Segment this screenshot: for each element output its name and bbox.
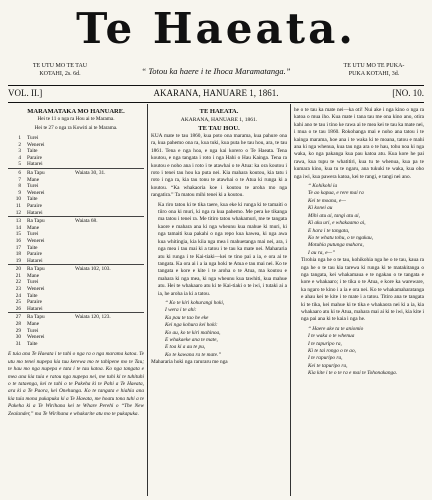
article-paragraph: Ka riro tatou ki te tika taere, kua eke ki runga ki te tamaiti o tiiro ona ki muri, ki nga ra kua pahemo. Me pera ke tikanga ma tatou i tenei ra. Me titiro tatou whakamuri, me te tangata kaore e mahara ana ki nga wheunu kua mahue ki muri, ki nga tamaiti kua pakahi o nga repo kua kawea, ki nga awa kua whitingia, kia kiia nga mea i mahuetanga mai nei, ara, i nga mea i tau mai ki a tatou i te tau ka mate nei. Mahararia atu ki runga i te Kai-tiaki—kei te tino pai a ia, e ora ai te tangata. Ka ora ai i a ia nga hoki te Atua e tau mai nei. Ko te tangata e kore e kite i te aroha o te Atua, ma koutou e mahara ki nga mea, ki nga wheunu kua tawhiti, kua mahue atu. Hei te whakaaro atu ki te Kai-tiaki o te iwi, i tutaki ai a ia, he aroha ia ki a tatou. <box>158 201 287 297</box>
dateline <box>8 88 424 102</box>
day-name: Taite <box>27 340 38 347</box>
hymn-note <box>74 273 144 280</box>
day-number: 4 <box>18 154 21 161</box>
day-name: Wenerei <box>27 334 45 341</box>
calendar-row <box>8 225 144 232</box>
day-name: Wenerei <box>27 286 45 293</box>
calendar-table <box>8 135 144 347</box>
hymn-note <box>74 135 144 142</box>
day-name: Mane <box>27 176 40 183</box>
day-number: 9 <box>18 189 21 196</box>
day-number: 8 <box>18 183 21 190</box>
hymn-note <box>74 251 144 258</box>
calendar-row <box>8 273 144 280</box>
verse-line: E toa ki a au te pu, <box>165 344 206 351</box>
hymn-note: Waiata 30, 31. <box>74 168 144 176</box>
calendar-row <box>8 155 144 162</box>
verse-line: Ki te tai rongo o te ao, <box>308 348 356 354</box>
hymn-note <box>74 225 144 232</box>
day-number: 5 <box>18 161 21 168</box>
hymn-note <box>74 190 144 197</box>
hymn-note <box>74 210 144 217</box>
column-rule <box>147 104 148 496</box>
day-number: 20 <box>8 265 26 273</box>
calendar-row <box>8 321 144 328</box>
hymn-note <box>74 245 144 252</box>
day-number: 13 <box>8 217 26 225</box>
article-title: TE TAU HOU. <box>198 125 240 132</box>
newspaper-title: Te Haeata. <box>76 4 356 53</box>
calendar-row <box>8 265 144 273</box>
verse-line: “ Haere ake ta te aniomio <box>308 325 364 332</box>
verse-line: I au ra, e—” <box>308 249 336 256</box>
hymn-note <box>74 334 144 341</box>
article-paragraph: Mahararia hoki nga raruraru me nga <box>151 359 228 366</box>
verse-line: Ki konei au <box>308 205 333 212</box>
verse-line: Kei te moana, e— <box>308 197 346 204</box>
issue-number: [NO. 10. <box>392 88 424 98</box>
hymn-note: Waiata 68. <box>74 217 144 225</box>
calendar-column <box>8 107 144 496</box>
day-name: Taite <box>27 148 38 155</box>
verse-line: Kei nga kohura kei hoki: <box>165 322 218 329</box>
day-number: 18 <box>15 251 21 258</box>
day-number: 3 <box>18 148 21 155</box>
day-name: Paraire <box>27 154 42 161</box>
verse-line: “ Kohikohi ia <box>308 183 338 190</box>
day-number: 26 <box>15 305 21 312</box>
verse-line: Mihi atu ai, tangi atu ai, <box>308 212 360 219</box>
article-paragraph: he o te tau ka mate nei—ka oti! Nui ake i nga kino o nga ra katoa o mua iho. Kua mate i tana tau me ona kino ano, otira kahi ano te tau i tino ke rawa ai te mea kei te tau ka mate nei, i mua o te tau 1860. Rokohanga mai e noho ana tatou i te kainga marama, hoe ana i te waka ki te moana, tatou e mahi ana ki nga whenua, kua tau nga ara o te hau, tohu noa ki nga waka, ko nga pakanga kua pau katoa atu. Kua kore he pai rawa, kua tupu te whatitiri, kua tu te whenua, kua pa te kumara kino, kua tu te ngaru, ana tukuki te waka, kua oho nga iwi, kua pawera katoa, kei te rangi, e tangi nei ano. <box>294 107 424 180</box>
masthead <box>0 0 432 100</box>
hymn-note <box>74 306 144 313</box>
day-name: Mane <box>27 272 40 279</box>
day-number: 19 <box>15 257 21 264</box>
verse-line: Ko te whatu tohu, o te ngakau, <box>308 234 374 241</box>
verse-line: I te waka o te whenua <box>308 333 355 340</box>
calendar-row <box>8 245 144 252</box>
day-name: Hatarei <box>27 209 43 216</box>
column-rule <box>290 104 291 496</box>
day-name: Taite <box>27 244 38 251</box>
calendar-row <box>8 251 144 258</box>
day-name: Hatarei <box>27 257 43 264</box>
verse <box>151 300 287 359</box>
volume-label: VOL. II.] <box>8 88 43 98</box>
day-number: 31 <box>15 340 21 347</box>
day-name: Wenerei <box>27 141 45 148</box>
day-name: Paraire <box>27 202 42 209</box>
day-name: Wenerei <box>27 189 45 196</box>
calendar-heading: MARAMATAKA MO HANUARE. <box>27 108 125 115</box>
verse-line: E whakaeke ana te mate, <box>165 336 218 343</box>
verse-line: Ki aku uri, e whakaamo ai, <box>308 220 366 227</box>
day-name: Turei <box>27 279 39 286</box>
day-number: 1 <box>18 135 21 141</box>
moon-note: Hei te 27 o nga ra Kowiti ai te Marama. <box>34 125 118 131</box>
article-paragraph: Tirohia nga he o te tau, kohikohia nga he o te tau, kaua ra nga he o te tau kia tarewa ki runga ki te matakitanga o nga tangata, kei whakamaua e te ngakau o te tangata e kore e whakaaro; i te tika o te Atua, e kore ka wareware, ka ngaro te kino i a ia e ora nei. Ko te whakamaharatanga e ahau kei te kite i te mate i a tatou. Titiro ana te tangata ki te tika, kei mahue ki te tika e whakaora nei ki a ia, kia whakaaro atu ki te Atua, mahara mai ai ki te iwi, kia kite i nga pai ana ki te kaia i nga he. <box>301 257 424 323</box>
verse-line: Te ao kapua, e rere mai ra <box>308 190 364 197</box>
day-number: 14 <box>15 224 21 231</box>
verse-line: Ko te kawana ra te mate.” <box>165 351 222 358</box>
verse-line: Motuhia putunga mahara, <box>308 242 364 249</box>
verse-line: Ko au, ko te kiri mahinoa, <box>165 329 221 336</box>
day-number: 2 <box>18 141 21 148</box>
hymn-note: Waiata 102, 103. <box>74 265 144 273</box>
day-number: 6 <box>8 168 26 176</box>
calendar-row <box>8 279 144 286</box>
day-number: 28 <box>15 321 21 328</box>
verse-line: I te tapuripo ra, <box>308 340 342 347</box>
calendar-row <box>8 161 144 168</box>
calendar-row <box>8 210 144 217</box>
day-number: 21 <box>15 272 21 279</box>
day-number: 16 <box>15 237 21 244</box>
day-number: 12 <box>15 209 21 216</box>
calendar-row <box>8 258 144 265</box>
motto: “ Totou ka haere i te Ihoca Maramatanga.” <box>141 66 291 76</box>
divider <box>8 85 424 86</box>
verse-line: I te rapuripo ra, <box>308 355 343 362</box>
day-number: 10 <box>15 196 21 203</box>
day-name: Wenerei <box>27 237 45 244</box>
calendar-row <box>8 286 144 293</box>
day-name: Hatarei <box>27 305 43 312</box>
calendar-row <box>8 306 144 313</box>
verse-line: E hara i te tangata, <box>308 227 350 234</box>
calendar-row <box>8 299 144 306</box>
calendar-row <box>8 217 144 225</box>
moon-note: Hei te 11 o nga ra Hou ai te Marama. <box>37 116 115 122</box>
day-name: Ra Tapu <box>26 265 74 273</box>
divider <box>8 102 424 103</box>
hymn-note <box>74 286 144 293</box>
day-number: 11 <box>15 202 21 209</box>
day-name: Taite <box>27 196 38 203</box>
hymn-note <box>74 155 144 162</box>
day-name: Paraire <box>27 251 42 258</box>
day-name: Turei <box>27 135 39 141</box>
calendar-row <box>8 328 144 335</box>
day-name: Mane <box>27 321 40 328</box>
day-number: 27 <box>8 313 26 321</box>
verse-line: Kei te tapuripo ra, <box>308 362 348 369</box>
hymn-note <box>74 279 144 286</box>
calendar-row <box>8 196 144 203</box>
calendar-row <box>8 142 144 149</box>
notice-text: E tuia ana Te Haeata i te tahi o nga ra o nga marama katoa. Te utu mo tenei nupepa kia tuu kerewa mo te tahipene mo te Tau; te hau mo nga nupepa e tata i te tau katoa. Ko nga tangata e mea ana kia tuia e ratou nga nupepa nei, me tuhi ki te tuhituhi o te tataenga, kei te tahi o te Pakeha ki te Pahi a Te Haeata, ara ki a Te Paora, kei Onehunga. Ko te tangata e hiahia ana kia tuia mona pukapuka ki a Te Haeata, me hoatu tona tuhi a te Pakeha ki a Te Wirihana kei te Whare Perehi o “The New Zealander,” ma Te Wirihana e whakarite atu mo te pukapuka. <box>8 351 144 417</box>
calendar-row <box>8 190 144 197</box>
day-number: 25 <box>15 299 21 306</box>
dateline-subhead: AKARANA, HANUARE 1, 1861. <box>180 117 258 123</box>
subscription-price: TE UTU MO TE TAU KOTAHI, 2s. 6d. <box>32 63 88 77</box>
hymn-note <box>74 148 144 155</box>
calendar-row <box>8 334 144 341</box>
verse-line: Ka pau te tao he eke <box>165 314 209 321</box>
calendar-row <box>8 238 144 245</box>
issue-price: TE UTU MO TE PUKA- PUKA KOTAHI, 3d. <box>343 63 405 77</box>
day-number: 7 <box>18 176 21 183</box>
hymn-note: Waiata 120, 123. <box>74 313 144 321</box>
day-number: 29 <box>15 327 21 334</box>
day-name: Turei <box>27 327 39 334</box>
day-name: Ra Tapu <box>26 217 74 225</box>
hymn-note <box>74 196 144 203</box>
day-number: 30 <box>15 334 21 341</box>
hymn-note <box>74 321 144 328</box>
day-name: Turei <box>27 183 39 190</box>
day-name: Taite <box>27 292 38 299</box>
hymn-note <box>74 238 144 245</box>
day-number: 17 <box>15 244 21 251</box>
calendar-row <box>8 168 144 176</box>
hymn-note <box>74 203 144 210</box>
day-number: 15 <box>15 231 21 238</box>
day-name: Hatarei <box>27 161 43 168</box>
calendar-row <box>8 177 144 184</box>
day-name: Turei <box>27 231 39 238</box>
verse <box>294 183 424 257</box>
hymn-note <box>74 231 144 238</box>
hymn-note <box>74 299 144 306</box>
verse <box>294 326 424 378</box>
day-number: 24 <box>15 292 21 299</box>
verse-line: Kia kite i te o te ra e mai te Tohonakanga. <box>308 370 398 377</box>
calendar-row <box>8 231 144 238</box>
editorial-column <box>151 107 287 496</box>
hymn-note <box>74 177 144 184</box>
continued-column <box>294 107 424 496</box>
hymn-note <box>74 293 144 300</box>
verse-line: “ Ko te kiri kohurangi hoki, <box>165 299 225 306</box>
issue-date: AKARANA, HANUARE 1, 1861. <box>153 88 279 98</box>
article-paragraph: KUA mate te tau 1860, kua poto ona marama, kua pahure ona ra, kua pahemo ona ra, kua tuki, kua puta he tau hou, ara, te tau 1861. Tena e nga hoa, e nga kai korero o Te Haeata. Tena koutou, e nga tangata i roto i nga Hahi o Hau Kainga. Tena ra koutou e noho ana i roto i te atawhai o te Atua: ka ora koutou i roto i tenei tau hou ka puta nei. Kia mahara koutou, kia tatu i roto i nga ra, kia tau tonu te atawhai o te Atua ki runga ki a koutou. “Ka whakaoria koe i koutou te aroha mo nga rangatira.” Ta matou mihi tenei ki a koutou. <box>151 133 287 199</box>
hymn-note <box>74 161 144 168</box>
hymn-note <box>74 328 144 335</box>
day-name: Mane <box>27 224 40 231</box>
calendar-row <box>8 148 144 155</box>
verse-line: I wera i te ahi: <box>165 307 197 314</box>
day-name: Ra Tapu <box>26 168 74 176</box>
hymn-note <box>74 183 144 190</box>
hymn-note <box>74 142 144 149</box>
calendar-row <box>8 293 144 300</box>
hymn-note <box>74 341 144 348</box>
calendar-row <box>8 135 144 142</box>
hymn-note <box>74 258 144 265</box>
day-number: 22 <box>15 279 21 286</box>
section-heading: TE HAEATA. <box>199 108 239 115</box>
calendar-row <box>8 203 144 210</box>
calendar-row <box>8 341 144 348</box>
day-number: 23 <box>15 286 21 293</box>
day-name: Paraire <box>27 299 42 306</box>
calendar-row <box>8 183 144 190</box>
calendar-row <box>8 313 144 321</box>
day-name: Ra Tapu <box>26 313 74 321</box>
